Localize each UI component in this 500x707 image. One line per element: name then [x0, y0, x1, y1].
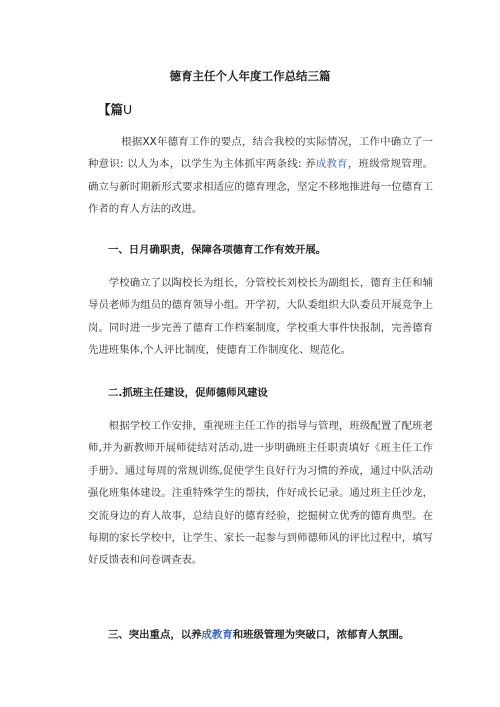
- section-tag-tail: U: [123, 102, 133, 117]
- heading-3: [108, 627, 438, 643]
- heading-1: 一、日月确职责，保障各项德育工作有效开展。: [108, 244, 327, 256]
- intro-link-education[interactable]: 成教育: [315, 158, 348, 171]
- heading-3-end: 和班级管理为突破口，浓郁育人氛围。: [232, 629, 410, 641]
- paragraph-1: 学校确立了以陶校长为组长，分管校长刘校长为副组长，德育主任和辅导员老师为组员的德育领导小组。开学初，大队委组织大队委员开展竞争上岗。同时进一步完善了德育工作档案制度，学校重大事件快报制，完善德育先进班集体,个人评比制度，使德育工作制度化、规范化。: [88, 277, 433, 357]
- intro-paragraph: [88, 131, 433, 221]
- heading-3-link-education[interactable]: 成教育: [201, 629, 233, 641]
- paragraph-2: 根据学校工作安排，重视班主任工作的指导与管理，班级配置了配班老师,并为新教师开展师徒结对活动,进一步明确班主任职责填好《班主任工作手册》、通过每周的常规训练,促使学生良好行为习惯的养成，通过中队活动强化班集体建设。注重特殊学生的帮扶，作好成长记录。通过班主任沙龙，交流身边的育人故事，总结良好的德育经验，挖掘树立优秀的德育典型。在每期的家长学校中，让学生、家长一起参与到师德师风的评比过程中，填写好反馈表和问卷调查表。: [88, 420, 433, 567]
- heading-2: 二.抓班主任建设，促师德师风建设: [108, 387, 268, 399]
- section-tag: [98, 101, 132, 119]
- intro-text-end: ，班级常规管理。确立与新时期新形式要求相适应的德育理念，坚定不移地推进每一位德育工作者的育人方法的改进。: [88, 158, 434, 216]
- heading-3-start: 三、突出重点，以养: [108, 629, 202, 641]
- section-tag-label: 【篇: [98, 102, 124, 117]
- intro-text-start: 根据XX年德育工作的要点，结合我校的实际情况，工作中确立了一种意识: 以人为本，以学生为主体抓牢两条线: 养: [88, 136, 433, 171]
- document-title: 德育主任个人年度工作总结三篇: [169, 69, 331, 83]
